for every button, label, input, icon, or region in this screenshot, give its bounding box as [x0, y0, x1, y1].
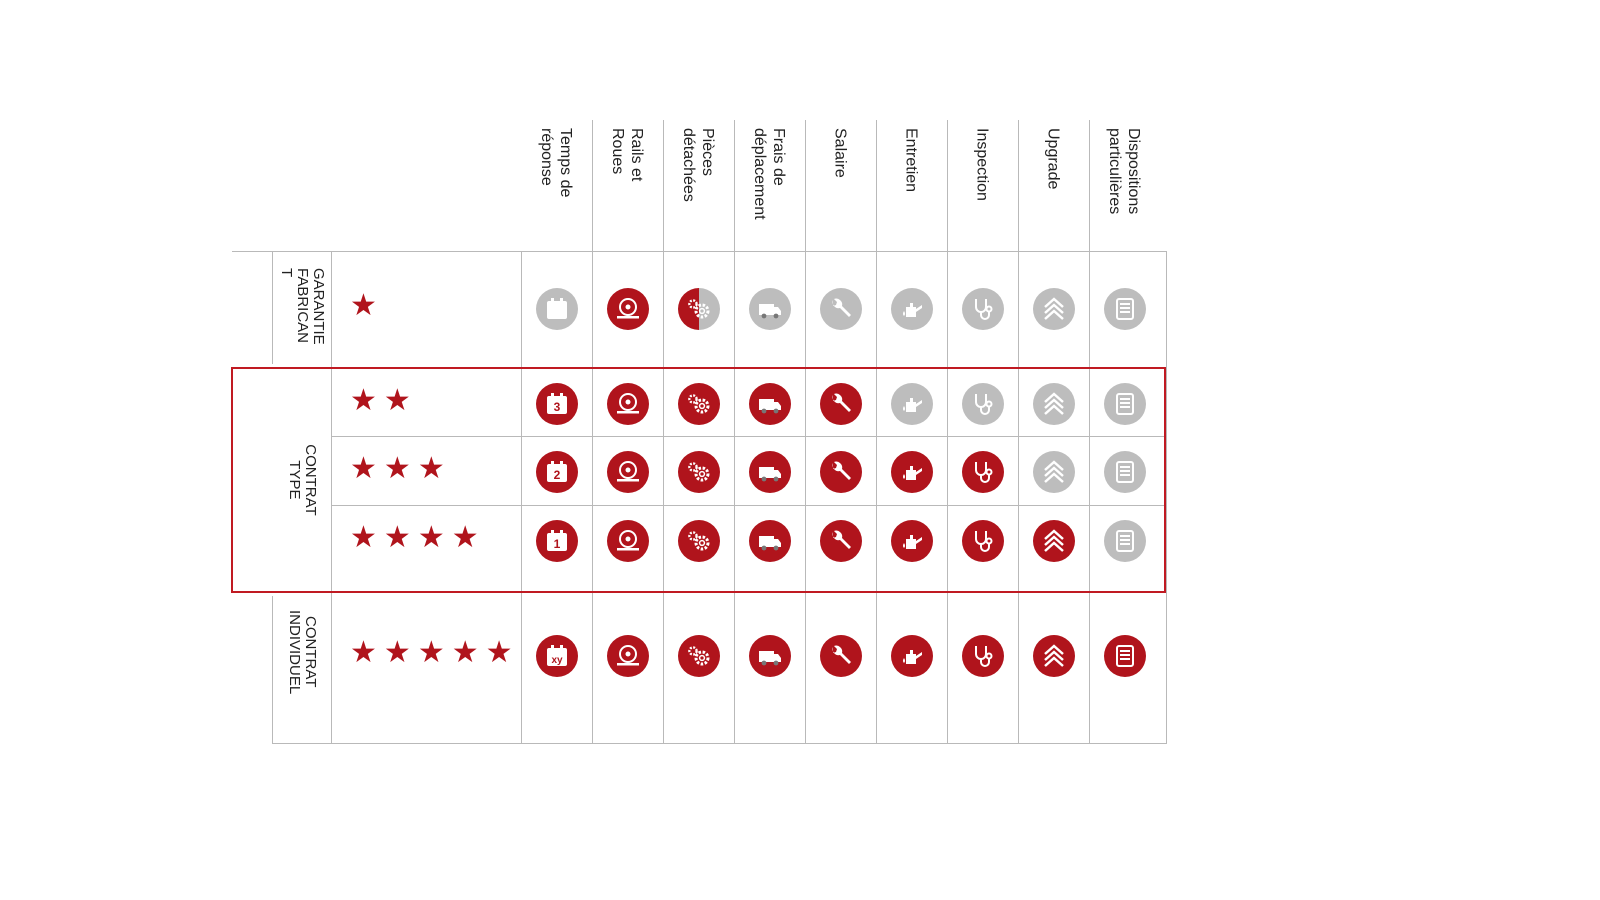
star-rating — [350, 291, 377, 321]
column-header-inspection — [947, 122, 1017, 250]
star-icon: ★ — [350, 384, 377, 417]
column-header-label: Entretien — [902, 128, 920, 193]
star-icon: ★ — [383, 521, 411, 554]
document-icon — [1104, 288, 1146, 330]
svg-text:1: 1 — [553, 537, 560, 551]
group-label-contrat-individuel: CONTRAT INDIVIDUEL — [286, 610, 319, 695]
stethoscope-icon — [962, 635, 1004, 677]
van-icon — [749, 288, 791, 330]
column-header-entretien — [876, 122, 946, 250]
chevrons-up-icon — [1033, 288, 1075, 330]
svg-text:3: 3 — [553, 400, 560, 414]
van-icon — [749, 635, 791, 677]
wheel-rail-icon — [607, 288, 649, 330]
document-icon — [1104, 635, 1146, 677]
svg-text:xy: xy — [550, 655, 563, 666]
stethoscope-icon — [962, 288, 1004, 330]
column-header-label: Inspection — [973, 128, 991, 201]
group-label-contrat-type: CONTRAT TYPE — [286, 444, 319, 516]
column-header-temps — [521, 122, 591, 250]
star-icon: ★ — [350, 289, 377, 322]
star-icon: ★ — [383, 384, 411, 417]
column-header-pieces — [663, 122, 733, 250]
star-icon: ★ — [451, 636, 479, 669]
wrench-icon — [820, 635, 862, 677]
column-header-label: Frais de déplacement — [751, 128, 787, 220]
svg-text:2: 2 — [553, 468, 560, 482]
calendar-icon — [536, 288, 578, 330]
star-icon: ★ — [485, 636, 513, 669]
column-header-label: Rails et Roues — [609, 128, 645, 182]
star-icon: ★ — [350, 521, 377, 554]
column-header-upgrade — [1018, 122, 1088, 250]
star-icon: ★ — [451, 521, 479, 554]
star-icon: ★ — [417, 452, 445, 485]
column-header-label: Pièces détachées — [680, 128, 716, 202]
column-divider — [1166, 252, 1167, 744]
star-icon: ★ — [417, 521, 445, 554]
star-icon: ★ — [350, 636, 377, 669]
wheel-rail-icon — [607, 635, 649, 677]
column-divider — [272, 252, 273, 364]
group-label-garantie: GARANTIE FABRICAN T — [278, 268, 327, 345]
gears-icon — [678, 635, 720, 677]
oilcan-icon — [891, 635, 933, 677]
row-divider — [232, 251, 1167, 252]
contrat-type-highlight — [231, 367, 1166, 593]
star-icon: ★ — [350, 452, 377, 485]
column-header-label: Dispositions particulières — [1106, 128, 1142, 215]
star-icon: ★ — [417, 636, 445, 669]
star-icon: ★ — [383, 636, 411, 669]
column-header-label: Upgrade — [1044, 128, 1062, 190]
chevrons-up-icon — [1033, 635, 1075, 677]
star-rating — [350, 638, 513, 668]
calendar-icon — [536, 635, 578, 677]
column-header-dispositions — [1089, 122, 1159, 250]
star-icon: ★ — [383, 452, 411, 485]
oilcan-icon — [891, 288, 933, 330]
column-divider — [272, 596, 273, 744]
wrench-icon — [820, 288, 862, 330]
column-header-label: Salaire — [831, 128, 849, 178]
gears-icon — [678, 288, 720, 330]
column-header-rails — [592, 122, 662, 250]
column-header-label: Temps de réponse — [538, 128, 574, 198]
row-divider — [272, 743, 1167, 744]
column-header-frais — [734, 122, 804, 250]
column-header-salaire — [805, 122, 875, 250]
